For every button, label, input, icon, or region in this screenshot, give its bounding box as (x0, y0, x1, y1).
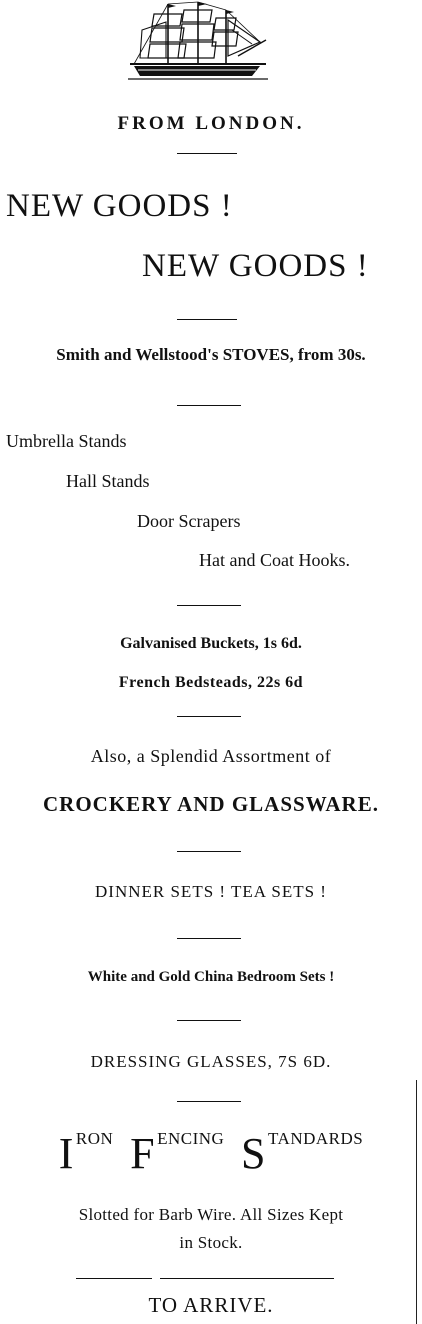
divider (177, 153, 237, 154)
divider (177, 1020, 241, 1021)
divider (76, 1278, 152, 1279)
stoves-line: Smith and Wellstood's STOVES, from 30s. (56, 345, 366, 364)
fencing-initial: F (130, 1129, 156, 1178)
divider (177, 716, 241, 717)
barb-wire-line: Slotted for Barb Wire. All Sizes Kept (78, 1205, 344, 1224)
to-arrive-footer: TO ARRIVE. (148, 1293, 274, 1317)
fencing-rest: ENCING (157, 1129, 225, 1148)
french-bedsteads-line: French Bedsteads, 22s 6d (118, 674, 304, 691)
assortment-intro: Also, a Splendid Assortment of (90, 746, 332, 766)
door-scrapers-item: Door Scrapers (137, 511, 241, 531)
crockery-glassware-headline: CROCKERY AND GLASSWARE. (43, 792, 379, 816)
divider (177, 1101, 241, 1102)
column-border (416, 1080, 417, 1324)
standards-initial: S (241, 1129, 267, 1178)
from-london-heading: FROM LONDON. (117, 113, 305, 134)
standards-rest: TANDARDS (268, 1129, 364, 1148)
dressing-glasses-line: DRESSING GLASSES, 7S 6D. (90, 1052, 332, 1071)
iron-rest: RON (75, 1129, 114, 1148)
divider (177, 938, 241, 939)
umbrella-stands-item: Umbrella Stands (6, 431, 127, 451)
ship-icon (128, 0, 268, 82)
divider (177, 605, 241, 606)
hat-coat-hooks-item: Hat and Coat Hooks. (199, 550, 350, 570)
new-goods-headline-1: NEW GOODS ! (6, 188, 233, 224)
divider (177, 405, 241, 406)
hall-stands-item: Hall Stands (66, 471, 150, 491)
divider (177, 319, 237, 320)
divider (160, 1278, 334, 1279)
dinner-tea-sets-line: DINNER SETS ! TEA SETS ! (95, 882, 327, 901)
china-bedroom-sets-line: White and Gold China Bedroom Sets ! (87, 969, 335, 985)
galvanised-buckets-line: Galvanised Buckets, 1s 6d. (120, 635, 302, 652)
new-goods-headline-2: NEW GOODS ! (142, 248, 369, 284)
in-stock-line: in Stock. (179, 1233, 243, 1252)
iron-fencing-standards-headline (0, 1130, 422, 1178)
iron-initial: I (58, 1129, 74, 1178)
divider (177, 851, 241, 852)
